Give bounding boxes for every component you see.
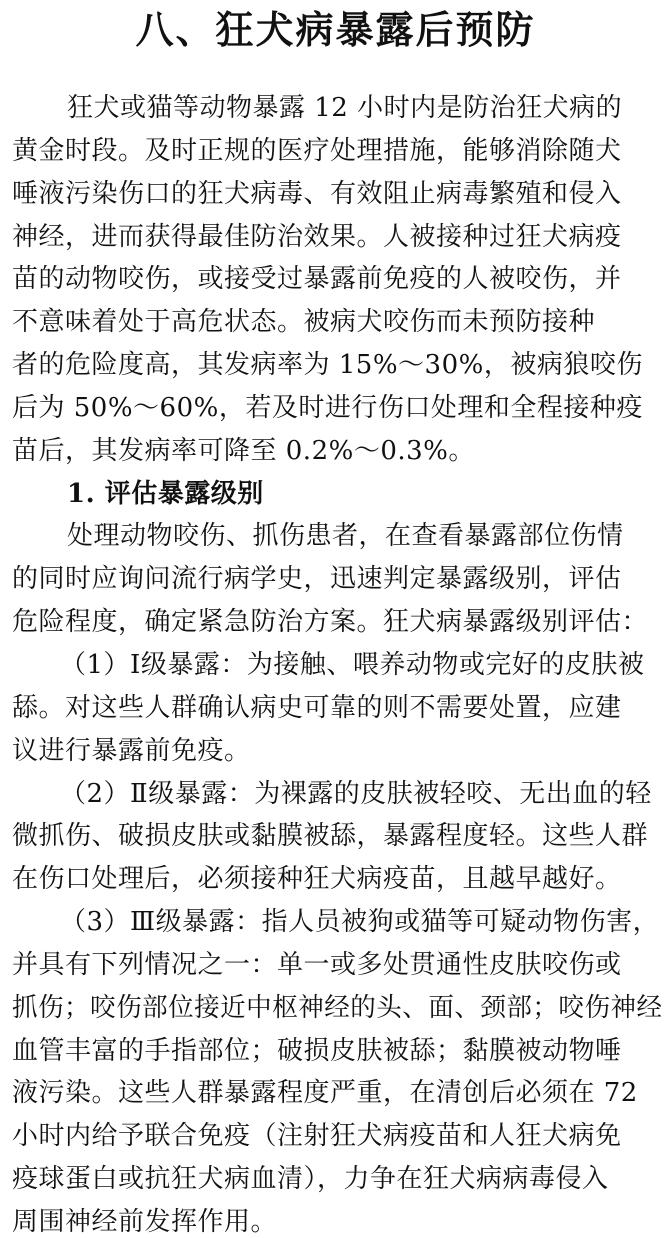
paragraph-line: 危险程度，确定紧急防治方案。狂犬病暴露级别评估：	[12, 607, 649, 637]
paragraph-line: 不意味着处于高危状态。被病犬咬伤而未预防接种	[12, 307, 596, 337]
list-item-line: 小时内给予联合免疫（注射狂犬病疫苗和人狂犬病免	[12, 1121, 622, 1151]
section-title: 八、狂犬病暴露后预防	[135, 7, 536, 52]
list-item-line: （3）Ⅲ级暴露：指人员被狗或猫等可疑动物伤害，	[60, 907, 660, 937]
list-item-line: 并具有下列情况之一：单一或多处贯通性皮肤咬伤或	[12, 950, 622, 980]
paragraph-line: 者的危险度高，其发病率为 15%～30%，被病狼咬伤	[12, 350, 643, 380]
paragraph-line: 神经，进而获得最佳防治效果。人被接种过狂犬病疫	[12, 222, 622, 252]
list-item-line: 血管丰富的手指部位；破损皮肤被舔；黏膜被动物唾	[12, 1036, 622, 1066]
list-item-line: 疫球蛋白或抗狂犬病血清），力争在狂犬病病毒侵入	[12, 1164, 609, 1194]
list-item-line: 液污染。这些人群暴露程度严重，在清创后必须在 72	[12, 1078, 638, 1108]
list-item-line: （1）Ⅰ级暴露：为接触、喂养动物或完好的皮肤被	[60, 650, 645, 680]
paragraph-line: 苗的动物咬伤，或接受过暴露前免疫的人被咬伤，并	[12, 264, 622, 294]
list-item-line: 舔。对这些人群确认病史可靠的则不需要处置，应建	[12, 693, 622, 723]
paragraph-line: 处理动物咬伤、抓伤患者，在查看暴露部位伤情	[67, 521, 624, 551]
paragraph-line: 黄金时段。及时正规的医疗处理措施，能够消除随犬	[12, 136, 622, 166]
list-item-line: 议进行暴露前免疫。	[12, 736, 251, 766]
paragraph-line: 后为 50%～60%，若及时进行伤口处理和全程接种疫	[12, 393, 643, 423]
paragraph-line: 狂犬或猫等动物暴露 12 小时内是防治狂犬病的	[67, 93, 623, 123]
subsection-heading: 1. 评估暴露级别	[67, 479, 264, 509]
paragraph-line: 的同时应询问流行病学史，迅速判定暴露级别，评估	[12, 564, 622, 594]
list-item-line: 微抓伤、破损皮肤或黏膜被舔，暴露程度轻。这些人群	[12, 821, 649, 851]
paragraph-line: 苗后，其发病率可降至 0.2%～0.3%。	[12, 436, 475, 466]
list-item-line: 抓伤；咬伤部位接近中枢神经的头、面、颈部；咬伤神经	[12, 993, 663, 1023]
list-item-line: 在伤口处理后，必须接种狂犬病疫苗，且越早越好。	[12, 864, 622, 894]
paragraph-line: 唾液污染伤口的狂犬病毒、有效阻止病毒繁殖和侵入	[12, 179, 622, 209]
list-item-line: 周围神经前发挥作用。	[12, 1207, 278, 1237]
list-item-line: （2）Ⅱ级暴露：为裸露的皮肤被轻咬、无出血的轻	[60, 779, 652, 809]
